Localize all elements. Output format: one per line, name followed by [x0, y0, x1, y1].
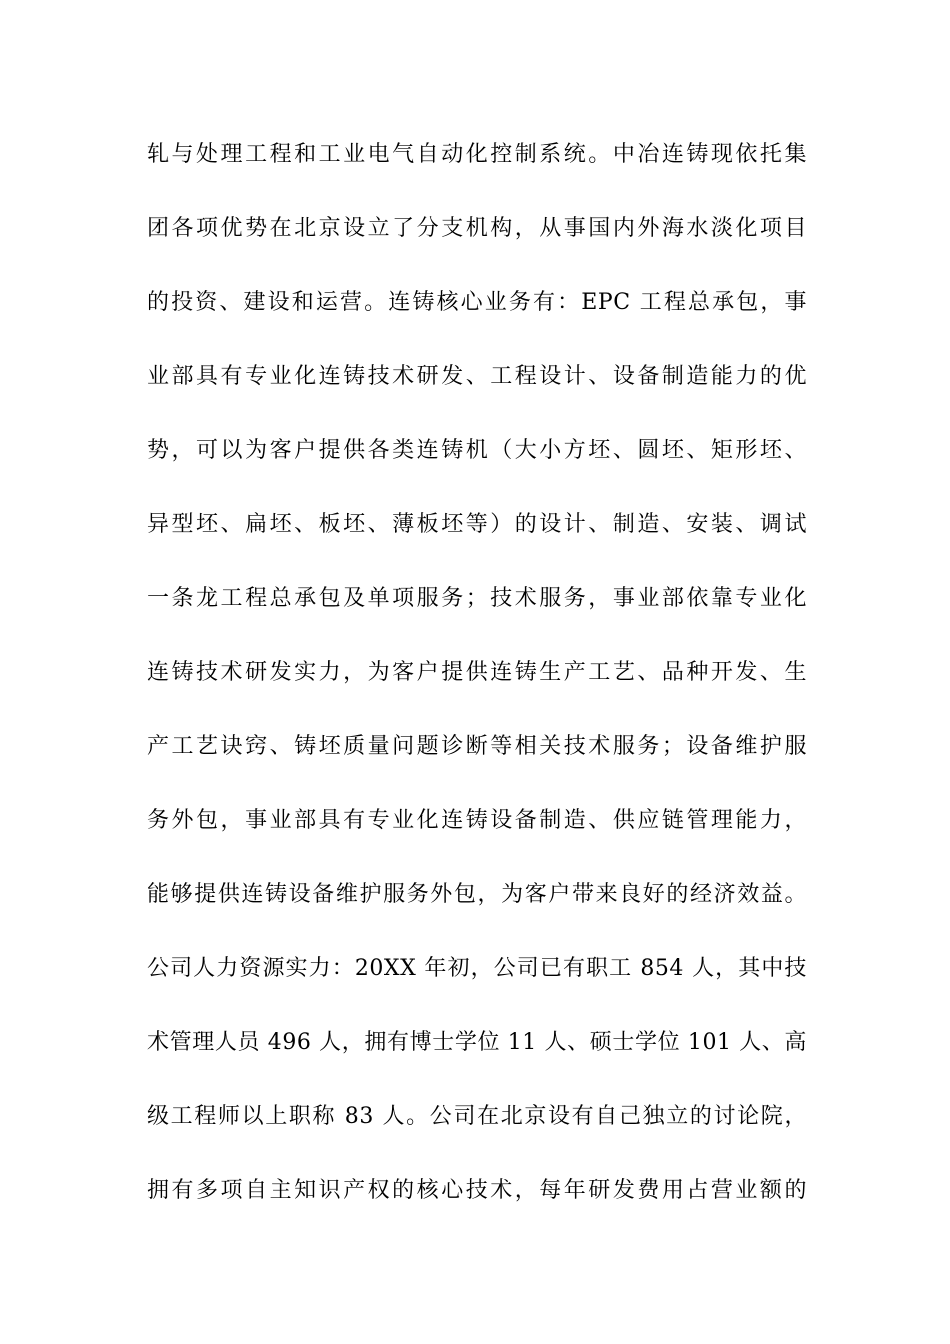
text-line: 连铸技术研发实力，为客户提供连铸生产工艺、品种开发、生 — [147, 660, 807, 685]
text-line: 产工艺诀窍、铸坯质量问题诊断等相关技术服务；设备维护服 — [147, 734, 807, 759]
text-line: 务外包，事业部具有专业化连铸设备制造、供应链管理能力， — [147, 808, 807, 833]
text-line: 轧与处理工程和工业电气自动化控制系统。中冶连铸现依托集 — [147, 142, 807, 167]
text-line: 团各项优势在北京设立了分支机构，从事国内外海水淡化项目 — [147, 216, 807, 241]
text-line: 拥有多项自主知识产权的核心技术，每年研发费用占营业额的 — [147, 1178, 807, 1203]
text-line: 级工程师以上职称 83 人。公司在北京设有自己独立的讨论院， — [147, 1104, 807, 1129]
text-line: 术管理人员 496 人，拥有博士学位 11 人、硕士学位 101 人、高 — [147, 1030, 807, 1055]
text-line: 异型坯、扁坯、板坯、薄板坯等）的设计、制造、安装、调试 — [147, 512, 807, 537]
text-line: 势，可以为客户提供各类连铸机（大小方坯、圆坯、矩形坯、 — [147, 438, 807, 463]
text-line: 一条龙工程总承包及单项服务；技术服务，事业部依靠专业化 — [147, 586, 807, 611]
text-line: 的投资、建设和运营。连铸核心业务有：EPC 工程总承包，事 — [147, 290, 807, 315]
text-line: 业部具有专业化连铸技术研发、工程设计、设备制造能力的优 — [147, 364, 807, 389]
body-paragraph — [147, 133, 807, 1243]
text-line: 公司人力资源实力：20XX 年初，公司已有职工 854 人，其中技 — [147, 956, 807, 981]
text-line: 能够提供连铸设备维护服务外包，为客户带来良好的经济效益。 — [147, 882, 807, 907]
